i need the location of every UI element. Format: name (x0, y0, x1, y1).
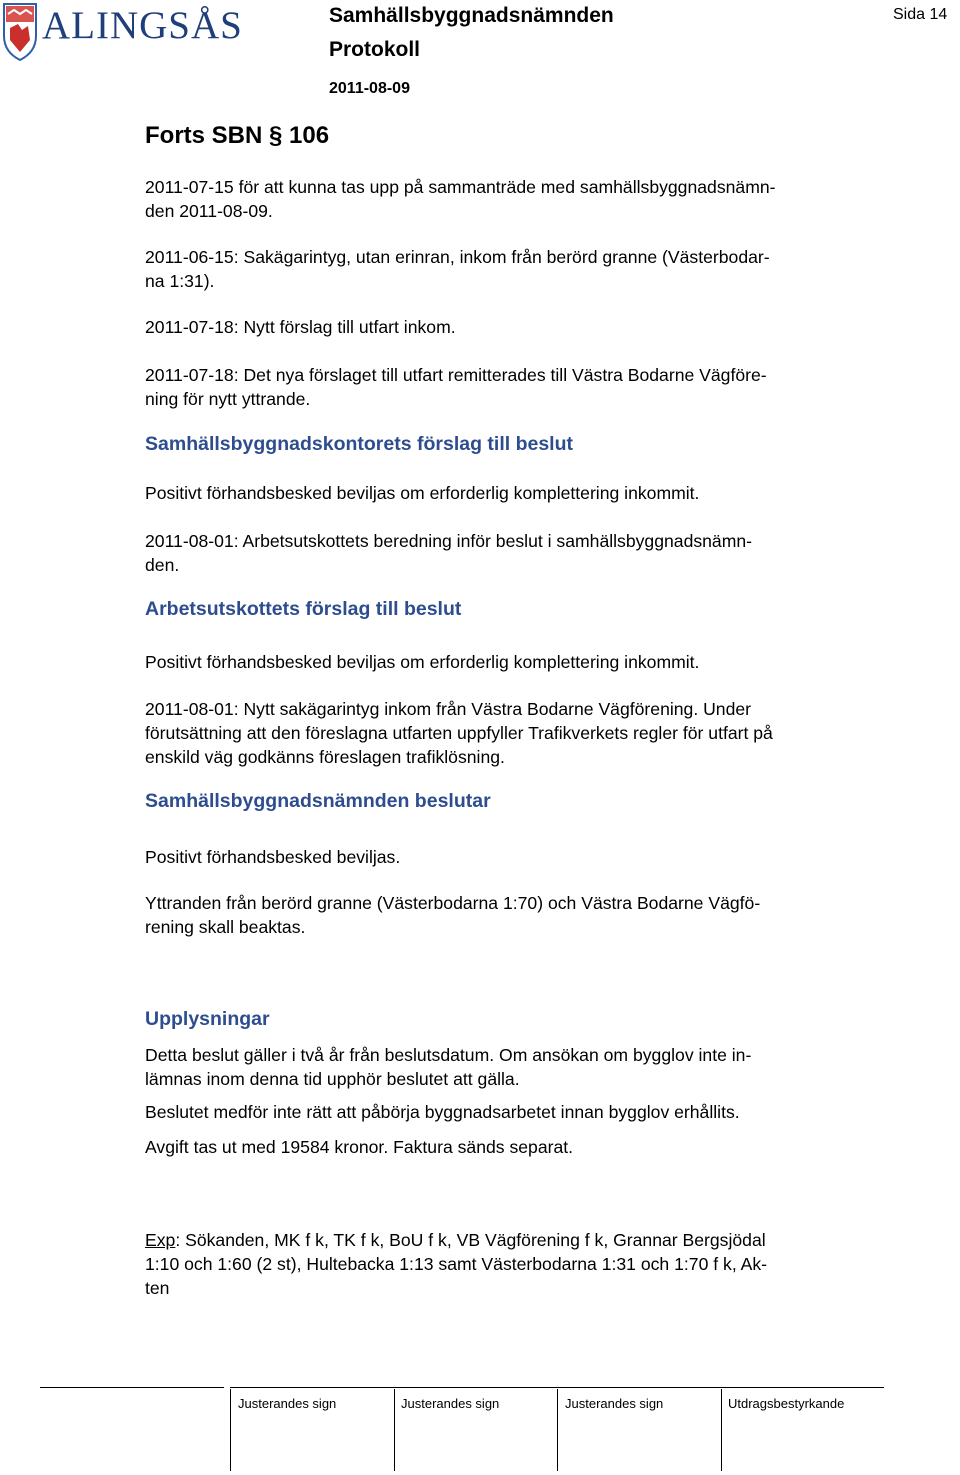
paragraph-line: 2011-08-01: Arbetsutskottets beredning inför beslut i samhällsbyggnadsnämn- (145, 531, 753, 551)
paragraph-6 (145, 529, 885, 577)
paragraph-13: Avgift tas ut med 19584 kronor. Faktura sänds separat. (145, 1137, 574, 1157)
paragraph-line: 2011-07-15 för att kunna tas upp på sammanträde med samhällsbyggnadsnämn- (145, 177, 776, 197)
paragraph-9: Positivt förhandsbesked beviljas. (145, 847, 401, 867)
paragraph-line: ten (145, 1278, 170, 1298)
distribution-text: : Sökanden, MK f k, TK f k, BoU f k, VB Vägförening f k, Grannar Bergsjödal (175, 1230, 766, 1250)
municipality-logo (0, 0, 260, 64)
heading-board-decision: Samhällsbyggnadsnämnden beslutar (145, 790, 491, 812)
footer-divider (230, 1387, 884, 1388)
paragraph-4 (145, 363, 885, 411)
paragraph-8 (145, 697, 885, 769)
paragraph-line: den. (145, 555, 180, 575)
paragraph-2 (145, 245, 885, 293)
signature-box-divider (230, 1389, 231, 1471)
heading-office-proposal: Samhällsbyggnadskontorets förslag till beslut (145, 433, 574, 455)
paragraph-line: Detta beslut gäller i två år från beslutsdatum. Om ansökan om bygglov inte in- (145, 1045, 752, 1065)
paragraph-line: 2011-07-18: Det nya förslaget till utfart remitterades till Västra Bodarne Vägföre- (145, 365, 767, 385)
paragraph-5: Positivt förhandsbesked beviljas om erforderlig komplettering inkommit. (145, 483, 700, 503)
signature-box-divider (394, 1389, 395, 1471)
paragraph-11 (145, 1043, 885, 1091)
document-type: Protokoll (329, 38, 421, 61)
paragraph-1 (145, 175, 885, 223)
paragraph-12: Beslutet medför inte rätt att påbörja byggnadsarbetet innan bygglov erhållits. (145, 1102, 740, 1122)
coat-of-arms-icon (0, 0, 40, 64)
signature-box-divider (721, 1389, 722, 1471)
committee-name: Samhällsbyggnadsnämnden (329, 4, 614, 27)
signature-label-3: Justerandes sign (565, 1396, 664, 1411)
heading-information: Upplysningar (145, 1008, 270, 1030)
signature-label-2: Justerandes sign (401, 1396, 500, 1411)
section-title: Forts SBN § 106 (145, 122, 330, 149)
paragraph-line (145, 1228, 885, 1252)
paragraph-line: na 1:31). (145, 271, 215, 291)
meeting-date: 2011-08-09 (329, 80, 410, 97)
paragraph-7: Positivt förhandsbesked beviljas om erforderlig komplettering inkommit. (145, 652, 700, 672)
paragraph-10 (145, 891, 885, 939)
extract-certification-label: Utdragsbestyrkande (728, 1396, 845, 1411)
distribution-list (145, 1228, 885, 1300)
paragraph-line: den 2011-08-09. (145, 201, 273, 221)
paragraph-line: Yttranden från berörd granne (Västerbodarna 1:70) och Västra Bodarne Vägfö- (145, 893, 761, 913)
heading-committee-proposal: Arbetsutskottets förslag till beslut (145, 598, 462, 620)
paragraph-line: 2011-08-01: Nytt sakägarintyg inkom från Västra Bodarne Vägförening. Under (145, 699, 752, 719)
page-number: Sida 14 (893, 6, 948, 23)
signature-label-1: Justerandes sign (238, 1396, 337, 1411)
distribution-label: Exp (145, 1230, 176, 1250)
signature-box-divider (557, 1389, 558, 1471)
paragraph-line: enskild väg godkänns föreslagen trafiklösning. (145, 747, 505, 767)
paragraph-line: 1:10 och 1:60 (2 st), Hultebacka 1:13 samt Västerbodarna 1:31 och 1:70 f k, Ak- (145, 1254, 768, 1274)
paragraph-line: lämnas inom denna tid upphör beslutet att gälla. (145, 1069, 520, 1089)
paragraph-line: 2011-06-15: Sakägarintyg, utan erinran, inkom från berörd granne (Västerbodar- (145, 247, 770, 267)
footer-divider (40, 1387, 224, 1388)
paragraph-line: rening skall beaktas. (145, 917, 306, 937)
paragraph-line: ning för nytt yttrande. (145, 389, 311, 409)
logo-wordmark: ALINGSÅS (42, 4, 243, 47)
paragraph-line: förutsättning att den föreslagna utfarten uppfyller Trafikverkets regler för utfart på (145, 723, 773, 743)
paragraph-3: 2011-07-18: Nytt förslag till utfart inkom. (145, 317, 456, 337)
